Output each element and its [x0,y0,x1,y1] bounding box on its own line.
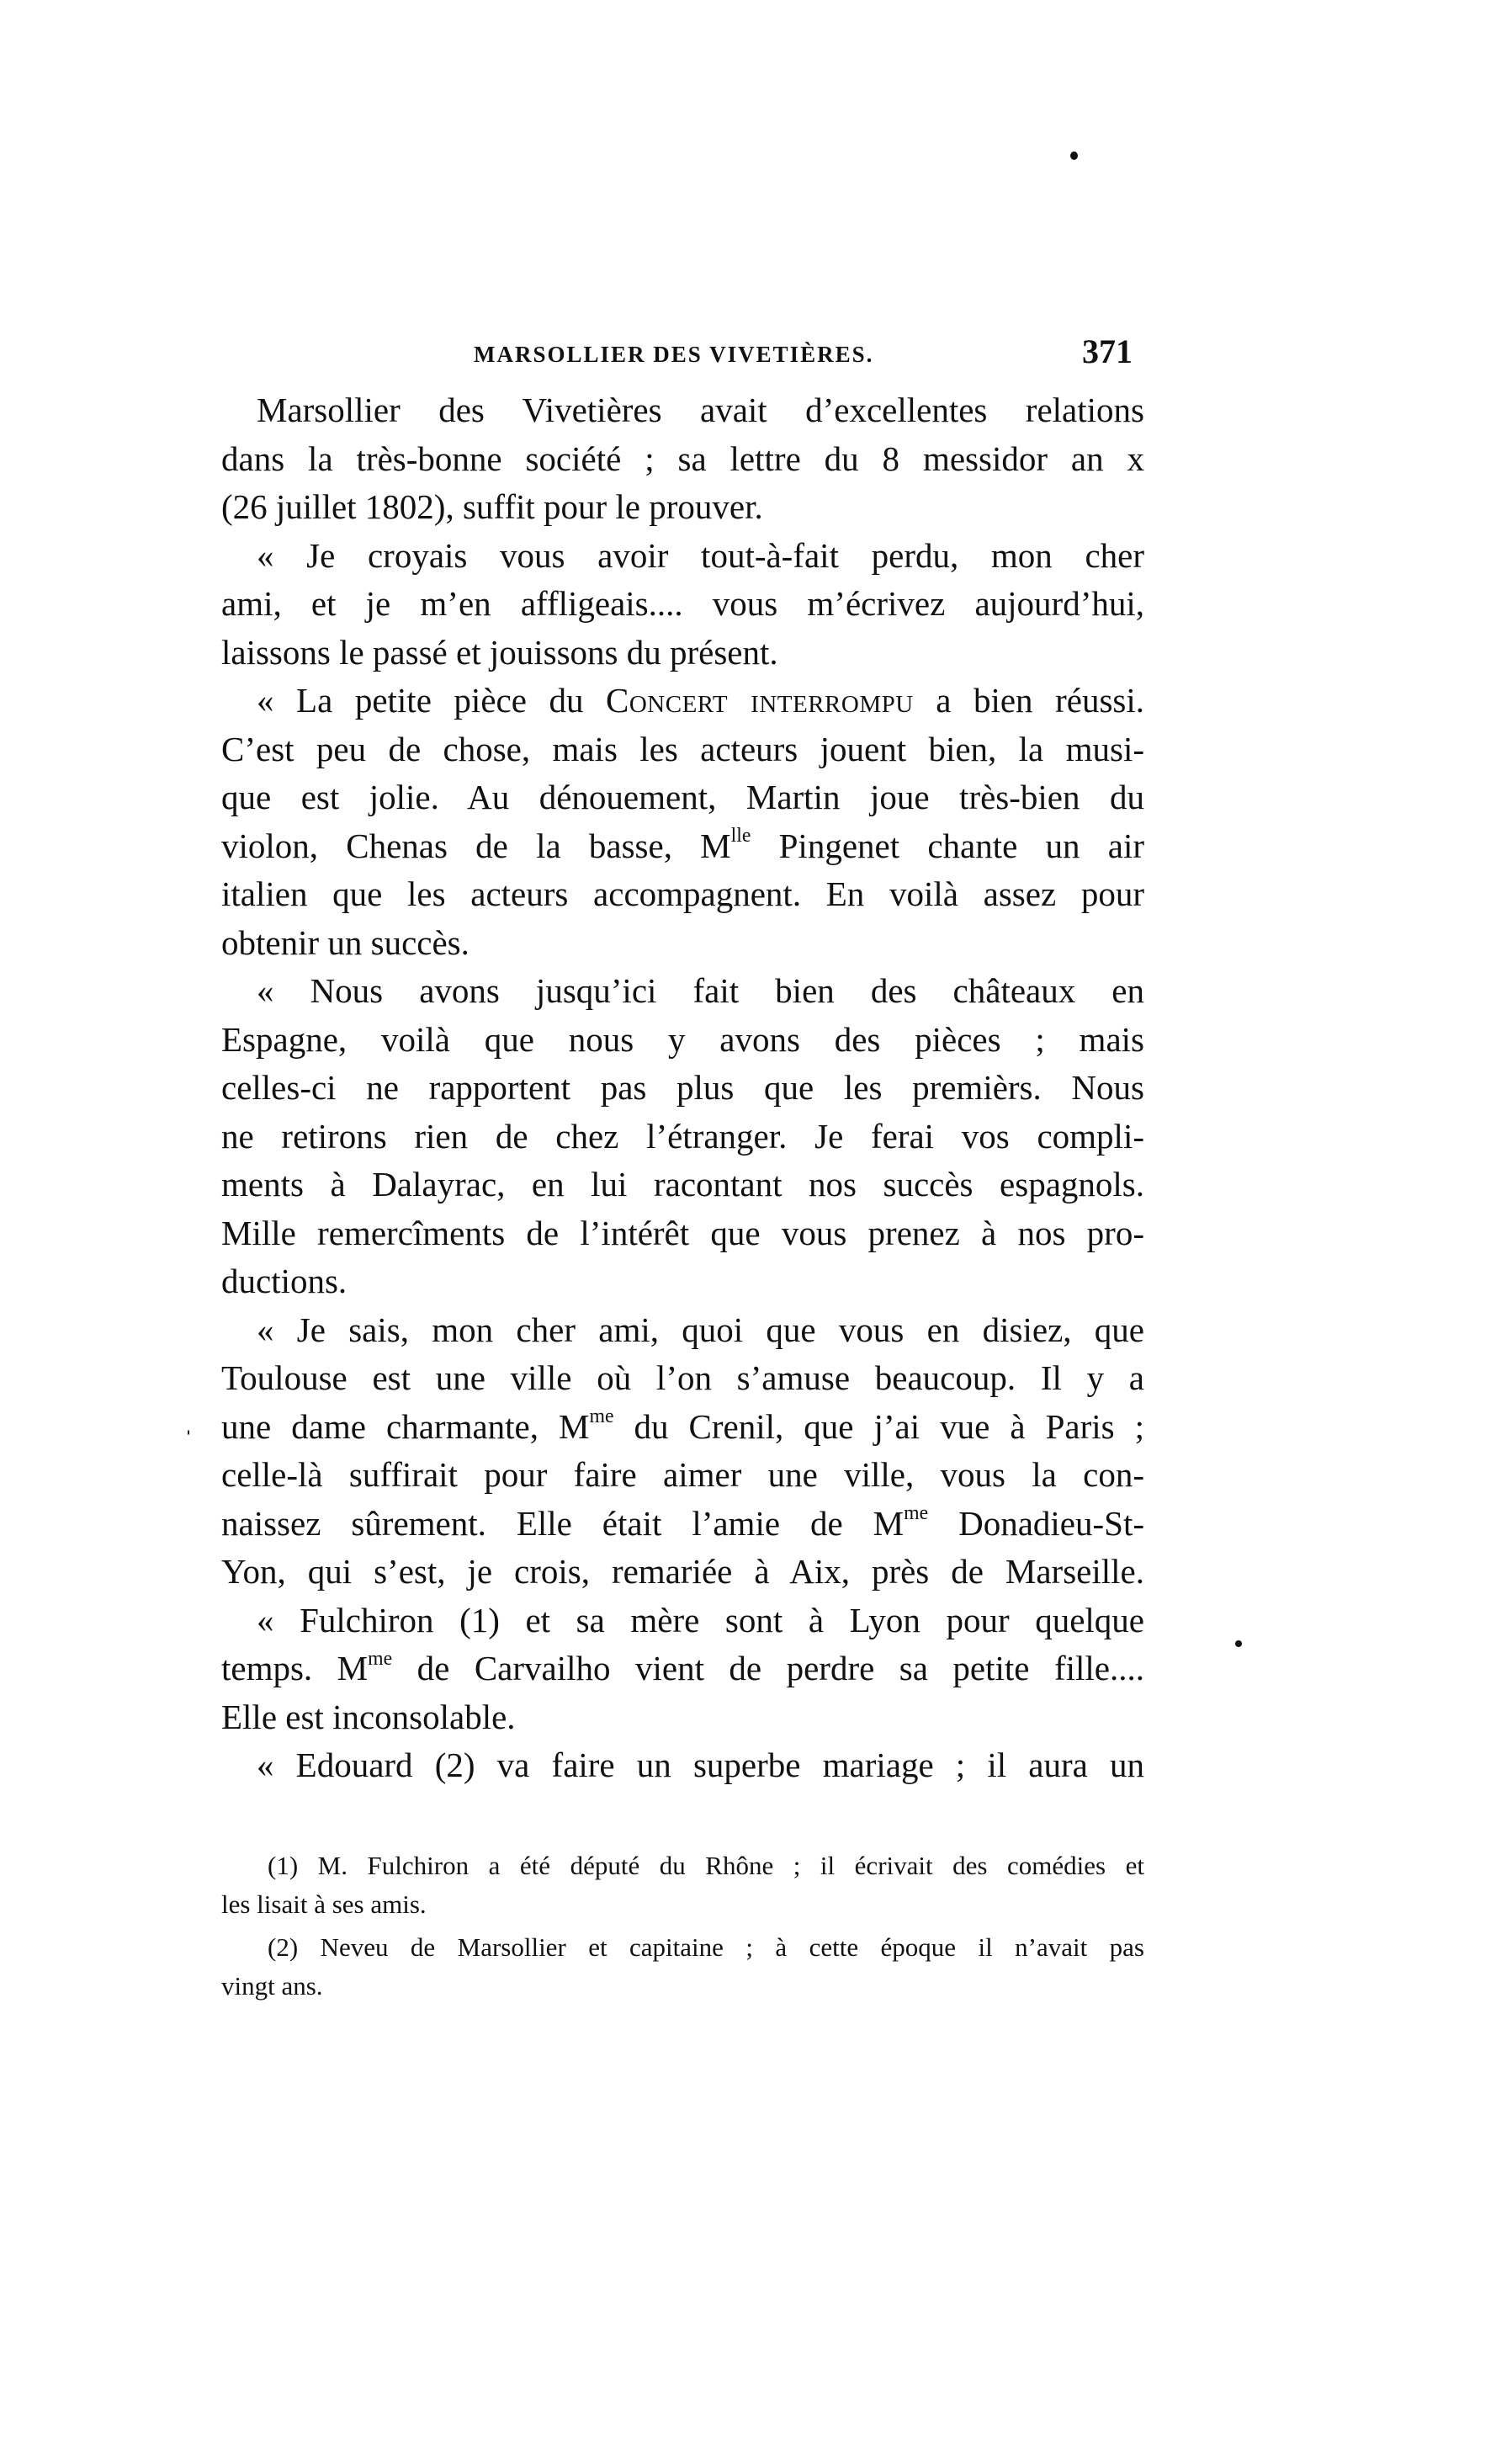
text-run: une dame charmante, M [221,1406,590,1446]
text-run: naissez sûrement. Elle était l’amie de M [221,1503,905,1543]
text-line: « Edouard (2) va faire un superbe mariage ; il aura un [257,1746,1144,1784]
text-line: ductions. [221,1262,347,1300]
text-line: « Je sais, mon cher ami, quoi que vous en disiez, que [257,1310,1144,1349]
text-line: Mille remercîments de l’intérêt que vous prenez à nos pro- [221,1213,1144,1252]
footnote-line: vingt ans. [221,1971,323,2001]
text-line [221,1500,1144,1549]
text-line: italien que les acteurs accompagnent. En voilà assez pour [221,874,1144,913]
text-run: « La petite pièce du [257,681,607,720]
text-line: dans la très-bonne société ; sa lettre du 8 messidor an x [221,438,1144,478]
text-line: ments à Dalayrac, en lui racontant nos succès espagnols. [221,1165,1144,1204]
text-line: « Nous avons jusqu’ici fait bien des châteaux en [257,971,1144,1010]
text-run: temps. M [221,1649,369,1687]
text-line: Elle est inconsolable. [221,1697,516,1736]
superscript: me [368,1647,393,1670]
text-line [221,1645,1144,1693]
text-line: laissons le passé et jouissons du présent. [221,632,778,672]
text-line: ami, et je m’en affligeais.... vous m’écrivez aujourd’hui, [221,584,1144,623]
text-line: celles-ci ne rapportent pas plus que les premièrs. Nous [221,1068,1144,1107]
text-line: (26 juillet 1802), suffit pour le prouver. [221,487,763,526]
play-title: Concert interrompu [606,681,914,720]
footnote-2 [221,1928,1144,2006]
text-line: Espagne, voilà que nous y avons des pièces ; mais [221,1019,1144,1059]
scan-speck [1070,151,1078,160]
footnote-1 [221,1847,1144,1924]
running-title: MARSOLLIER DES VIVETIÈRES. [474,342,874,367]
text-line: C’est peu de chose, mais les acteurs jouent bien, la musi- [221,729,1144,768]
text-run: violon, Chenas de la basse, M [221,826,731,865]
superscript: lle [730,825,751,848]
footnotes [221,1847,1144,2006]
footnote-line: (2) Neveu de Marsollier et capitaine ; à cette époque il n’avait pas [268,1932,1144,1962]
text-line: celle-là suffirait pour faire aimer une ville, vous la con- [221,1455,1144,1494]
text-line [221,822,1144,871]
superscript: me [589,1406,614,1428]
text-line: « Je croyais vous avoir tout-à-fait perdu, mon cher [257,535,1144,575]
superscript: me [904,1502,929,1525]
text-run: du Crenil, que j’ai vue à Paris ; [613,1406,1144,1446]
text-run: Pingenet chante un air [751,826,1144,865]
text-line: que est jolie. Au dénouement, Martin joue très-bien du [221,778,1144,816]
footnote-line: (1) M. Fulchiron a été député du Rhône ; il écrivait des comédies et [268,1851,1144,1880]
text-line [221,1403,1144,1452]
text-line [221,677,1144,725]
text-line: Yon, qui s’est, je crois, remariée à Aix, près de Marseille. [221,1552,1144,1591]
body-text [221,386,1144,1790]
text-run: de Carvailho vient de perdre sa petite fille.... [392,1649,1144,1687]
text-run: Donadieu-St- [928,1503,1144,1543]
scan-speck [188,1430,189,1435]
text-line: « Fulchiron (1) et sa mère sont à Lyon pour quelque [257,1600,1144,1639]
footnote-line: les lisait à ses amis. [221,1889,427,1919]
text-line: obtenir un succès. [221,922,470,962]
text-run: a bien réussi. [913,681,1145,720]
running-header [221,333,1144,375]
text-line: Marsollier des Vivetières avait d’excellentes relations [257,391,1144,429]
page-number: 371 [1082,332,1133,370]
scan-speck [1235,1640,1242,1647]
text-line: Toulouse est une ville où l’on s’amuse beaucoup. Il y a [221,1358,1144,1397]
text-line: ne retirons rien de chez l’étranger. Je ferai vos compli- [221,1116,1144,1156]
